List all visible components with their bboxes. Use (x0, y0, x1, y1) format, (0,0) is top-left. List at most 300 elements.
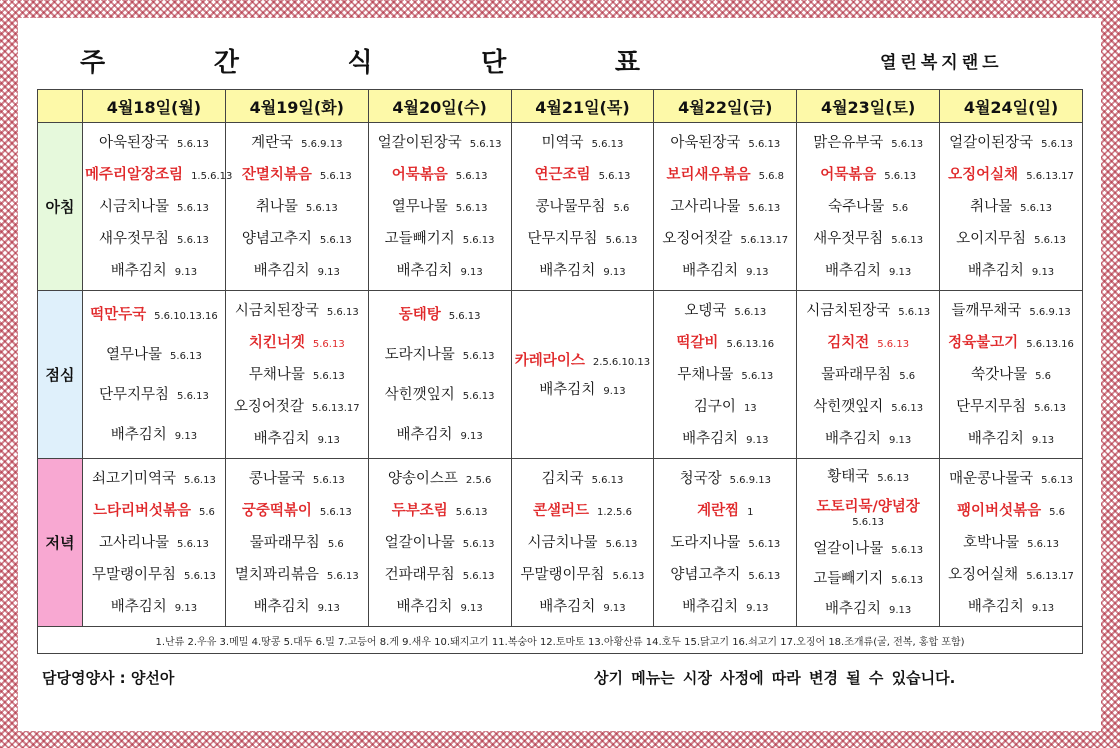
allergen-codes: 5.6.13.17 (1026, 571, 1074, 583)
menu-item (942, 533, 1080, 552)
dish-name: 메주리알장조림 (85, 166, 184, 183)
allergen-codes: 9.13 (1031, 603, 1055, 615)
menu-item-main (656, 165, 794, 184)
menu-cell (654, 459, 797, 627)
menu-item-main (942, 165, 1080, 184)
dish-name: 배추김치 (110, 427, 167, 444)
dish-name: 단무지무침 (956, 399, 1027, 416)
menu-cell-items (512, 123, 654, 290)
allergen-codes: 5.6 (199, 506, 215, 518)
allergen-codes: 5.6.13 (462, 571, 495, 583)
header-row (38, 90, 1083, 123)
dish-name: 단무지무침 (527, 231, 598, 248)
allergen-codes: 5.6.13 (177, 539, 209, 550)
allergen-codes: 5.6.13 (1027, 539, 1059, 550)
allergen-codes: 5.6.13 (1041, 474, 1073, 486)
menu-cell (654, 123, 797, 291)
menu-item (228, 597, 366, 616)
allergen-codes: 5.6 (327, 539, 344, 550)
allergen-codes: 9.13 (889, 267, 912, 279)
dish-name: 오뎅국 (684, 302, 727, 319)
allergen-codes: 5.6.13 (884, 170, 917, 182)
menu-cell-items (226, 459, 368, 626)
dish-name: 계란찜 (697, 502, 740, 519)
dish-name: 도토리묵/양념장 (816, 499, 920, 516)
menu-item-main (228, 333, 366, 352)
dish-name: 떡만두국 (90, 306, 147, 323)
dish-name: 호박나물 (963, 535, 1020, 551)
dish-name: 배추김치 (253, 263, 310, 280)
menu-item (942, 565, 1080, 584)
menu-item (228, 197, 366, 216)
menu-item (85, 197, 223, 216)
dish-name: 건파래무침 (384, 567, 455, 584)
allergen-codes: 5.6 (1035, 371, 1051, 382)
menu-cell (654, 291, 797, 459)
menu-cell-items (83, 291, 225, 458)
allergen-codes: 5.6.13 (891, 138, 924, 150)
menu-item (514, 380, 652, 399)
allergen-codes: 5.6.13 (455, 203, 488, 214)
menu-item (656, 429, 794, 448)
day-header: 4월20일(수) (368, 90, 511, 123)
menu-item (656, 261, 794, 280)
dish-name: 콘샐러드 (532, 502, 589, 519)
dish-name: 오징어실채 (948, 166, 1019, 183)
allergen-codes: 5.6.13 (1020, 203, 1052, 214)
dish-name: 카레라이스 (514, 352, 585, 369)
allergen-codes: 9.13 (460, 603, 483, 615)
dish-name: 보리새우볶음 (666, 166, 751, 183)
menu-item (656, 565, 794, 584)
allergen-codes: 5.6 (613, 203, 630, 214)
menu-item (656, 133, 794, 152)
header-corner (38, 90, 83, 123)
menu-item (656, 301, 794, 320)
dish-name: 삭힌깻잎지 (813, 399, 884, 416)
dish-name: 잔멸치볶음 (241, 166, 312, 183)
menu-cell (225, 123, 368, 291)
allergen-codes: 5.6 (1049, 506, 1065, 518)
menu-item (799, 229, 937, 248)
menu-cell (368, 123, 511, 291)
menu-item-main (799, 497, 937, 528)
allergen-codes: 5.6.13 (462, 391, 495, 403)
menu-item (942, 365, 1080, 384)
allergen-codes: 5.6.13 (1034, 235, 1066, 247)
allergen-codes: 5.6.13 (605, 539, 638, 550)
menu-item (942, 197, 1080, 216)
dish-name: 무말랭이무침 (91, 567, 177, 584)
dish-name: 오징어실채 (948, 567, 1019, 584)
dish-name: 배추김치 (824, 263, 882, 280)
allergen-codes: 5.6.13 (312, 371, 345, 382)
dish-name: 얼갈이된장국 (377, 134, 462, 151)
dish-name: 김구이 (693, 399, 736, 416)
menu-cell-items (654, 459, 796, 626)
menu-cell-items (797, 459, 939, 626)
menu-item (514, 597, 652, 616)
dish-name: 얼갈이나물 (813, 541, 884, 558)
menu-item-main (85, 305, 223, 324)
legend-row (38, 627, 1083, 654)
menu-cell-items (226, 123, 368, 290)
menu-cell (511, 123, 654, 291)
menu-cell-items (940, 459, 1082, 626)
dish-name: 콩나물국 (248, 470, 305, 487)
menu-cell-items (369, 123, 511, 290)
menu-item (85, 597, 223, 616)
menu-item (228, 365, 366, 384)
allergen-codes: 9.13 (317, 603, 340, 615)
allergen-codes: 5.6.13 (891, 235, 924, 247)
day-header: 4월24일(일) (940, 90, 1083, 123)
menu-item (85, 425, 223, 444)
dish-name: 배추김치 (682, 263, 739, 280)
allergen-codes: 5.6.13 (598, 170, 631, 182)
dish-name: 시금치나물 (98, 199, 170, 215)
menu-item (228, 469, 366, 488)
dish-name: 취나물 (255, 199, 298, 215)
dish-name: 배추김치 (253, 599, 310, 616)
dish-name: 고들빼기지 (384, 231, 455, 248)
allergen-codes: 5.6.13 (748, 571, 781, 583)
allergen-codes: 5.6.13.16 (726, 338, 775, 350)
menu-item (85, 533, 223, 552)
dish-name: 아욱된장국 (98, 134, 170, 151)
allergen-codes: 5.6.13 (455, 506, 488, 518)
menu-cell (511, 459, 654, 627)
day-header: 4월23일(토) (797, 90, 940, 123)
menu-item (942, 301, 1080, 320)
allergen-codes: 5.6.13 (741, 371, 774, 382)
dish-name: 어묵볶음 (820, 166, 877, 183)
allergen-codes: 5.6.10.13.16 (154, 310, 218, 322)
menu-item-main (514, 165, 652, 184)
menu-item (799, 365, 937, 384)
menu-item (228, 429, 366, 448)
menu-item (85, 229, 223, 248)
dish-name: 무말랭이무침 (520, 567, 605, 584)
menu-item-main (371, 501, 509, 520)
allergen-codes: 5.6.13 (877, 338, 910, 350)
allergen-codes: 9.13 (603, 603, 626, 615)
dish-name: 쑥갓나물 (971, 367, 1028, 383)
allergen-codes: 5.6.13 (184, 571, 216, 583)
menu-cell-items (940, 291, 1082, 458)
allergen-codes: 5.6.13 (177, 235, 209, 247)
dish-name: 취나물 (970, 199, 1013, 215)
menu-item (799, 197, 937, 216)
menu-item (85, 133, 223, 152)
allergen-codes: 5.6.13 (469, 138, 502, 150)
menu-item-main (799, 333, 937, 352)
menu-cell-items (83, 459, 225, 626)
menu-item (656, 597, 794, 616)
dish-name: 배추김치 (967, 599, 1024, 616)
allergen-codes: 5.6.13 (312, 474, 345, 486)
menu-item (85, 261, 223, 280)
allergen-codes: 5.6.13 (170, 350, 202, 362)
dish-name: 시금치된장국 (806, 302, 891, 319)
allergen-codes: 9.13 (746, 603, 769, 615)
allergen-codes: 5.6.13 (305, 203, 338, 214)
day-header: 4월22일(금) (654, 90, 797, 123)
dish-name: 배추김치 (824, 600, 882, 617)
dish-name: 배추김치 (539, 381, 596, 398)
dish-name: 배추김치 (539, 599, 596, 616)
allergen-codes: 5.6.13 (591, 474, 624, 486)
dish-name: 열무나물 (391, 199, 448, 215)
allergen-codes: 5.6.13 (748, 203, 781, 214)
menu-item (799, 397, 937, 416)
allergen-codes: 5.6.13 (312, 338, 345, 350)
allergen-codes: 5.6 (899, 371, 916, 382)
menu-item-main (228, 165, 366, 184)
dish-name: 삭힌깻잎지 (384, 387, 455, 404)
menu-item (371, 425, 509, 444)
menu-cell (83, 123, 233, 291)
menu-item (371, 261, 509, 280)
dish-name: 오이지무침 (956, 231, 1027, 248)
allergen-codes: 9.13 (460, 431, 483, 443)
menu-item-main (656, 501, 794, 520)
nutritionist-label: 담당영양사 : 양선아 (42, 669, 175, 687)
allergen-codes: 5.6.13 (877, 473, 910, 485)
dish-name: 배추김치 (396, 427, 453, 444)
dish-name: 양송이스프 (387, 470, 458, 487)
dish-name: 얼갈이나물 (384, 535, 455, 551)
menu-cell (940, 459, 1083, 627)
allergen-codes: 9.13 (746, 267, 769, 279)
dish-name: 고사리나물 (98, 535, 170, 551)
menu-cell (368, 291, 511, 459)
dish-name: 느타리버섯볶음 (92, 502, 191, 519)
menu-cell-items (369, 459, 511, 626)
dish-name: 배추김치 (110, 599, 167, 616)
menu-item (371, 469, 509, 488)
menu-item (85, 345, 223, 364)
dish-name: 배추김치 (253, 431, 310, 448)
menu-item (85, 385, 223, 404)
dish-name: 숙주나물 (828, 199, 885, 215)
dish-name: 무채나물 (677, 367, 734, 383)
dish-name: 양념고추지 (241, 231, 312, 248)
dish-name: 고사리나물 (670, 199, 741, 215)
dish-name: 시금치된장국 (234, 302, 319, 319)
dish-name: 멸치꽈리볶음 (234, 567, 319, 584)
allergen-codes: 9.13 (460, 267, 483, 279)
dish-name: 시금치나물 (527, 535, 598, 551)
menu-cell (797, 123, 940, 291)
menu-item (514, 229, 652, 248)
allergen-codes: 2.5.6.10.13 (592, 356, 651, 368)
allergen-codes: 9.13 (1031, 435, 1055, 447)
menu-item-main (514, 351, 652, 370)
menu-cell-items (940, 123, 1082, 290)
dish-name: 배추김치 (682, 431, 739, 448)
menu-item (228, 565, 366, 584)
page-title (80, 40, 640, 80)
dish-name: 단무지무침 (98, 387, 170, 404)
menu-item (514, 533, 652, 552)
title-char: 단 (481, 47, 507, 78)
meal-label: 저녁 (38, 459, 83, 627)
dish-name: 쇠고기미역국 (91, 470, 177, 487)
dish-name: 도라지나물 (670, 535, 741, 551)
allergen-codes: 5.6.13.17 (311, 403, 360, 415)
allergen-codes: 5.6.13 (748, 539, 781, 550)
menu-item-main (228, 501, 366, 520)
dish-name: 콩나물무침 (535, 199, 606, 215)
dish-name: 아욱된장국 (670, 134, 741, 151)
menu-change-notice: 상기 메뉴는 시장 사정에 따라 변경 될 수 있습니다. (594, 669, 956, 687)
menu-cell-items (83, 123, 233, 290)
menu-item (371, 597, 509, 616)
dish-name: 도라지나물 (384, 346, 455, 363)
dish-name: 오징어젓갈 (662, 231, 733, 248)
dish-name: 어묵볶음 (391, 166, 448, 183)
allergen-codes: 9.13 (317, 267, 340, 279)
dish-name: 물파래무침 (821, 367, 892, 383)
dish-name: 배추김치 (396, 263, 453, 280)
meal-row-dinner (38, 459, 1083, 627)
dish-name: 새우젓무침 (98, 231, 170, 248)
menu-item (942, 469, 1080, 488)
allergen-codes: 1 (747, 506, 754, 518)
day-header: 4월19일(화) (225, 90, 368, 123)
menu-item-main (514, 501, 652, 520)
dish-name: 두부조림 (391, 502, 448, 519)
allergen-codes: 9.13 (603, 267, 626, 279)
menu-item-main (799, 165, 937, 184)
menu-cell (368, 459, 511, 627)
title-char: 간 (213, 47, 239, 78)
menu-item (799, 301, 937, 320)
dish-name: 고들빼기지 (813, 570, 884, 587)
allergen-codes: 5.6 (892, 203, 909, 214)
allergen-codes: 5.6.9.13 (301, 138, 343, 150)
allergen-codes: 9.13 (174, 603, 198, 615)
allergen-codes: 5.6.13 (852, 517, 885, 529)
dish-name: 배추김치 (539, 263, 596, 280)
allergen-codes: 5.6.13 (1041, 138, 1073, 150)
menu-cell (511, 291, 654, 459)
menu-cell (83, 459, 226, 627)
dish-name: 매운콩나물국 (949, 470, 1034, 487)
dish-name: 배추김치 (110, 263, 167, 280)
menu-item (942, 261, 1080, 280)
dish-name: 배추김치 (824, 431, 882, 448)
day-header: 4월18일(월) (83, 90, 226, 123)
menu-item (942, 397, 1080, 416)
menu-item (799, 599, 937, 618)
menu-cell-items (797, 291, 939, 458)
allergen-codes: 5.6.13 (177, 391, 209, 403)
menu-item (371, 565, 509, 584)
menu-item (799, 467, 937, 486)
dish-name: 청국장 (679, 470, 722, 487)
menu-item (85, 469, 223, 488)
menu-item (942, 133, 1080, 152)
menu-cell (940, 291, 1083, 459)
menu-cell-items (654, 123, 796, 290)
menu-item (799, 539, 937, 558)
allergen-codes: 5.6.13 (612, 571, 645, 583)
dish-name: 배추김치 (967, 431, 1024, 448)
allergen-codes: 5.6.13 (605, 235, 638, 247)
menu-cell (797, 459, 940, 627)
menu-item (799, 133, 937, 152)
allergen-codes: 5.6.13 (177, 138, 209, 150)
menu-item (228, 397, 366, 416)
allergen-codes: 5.6.13 (319, 235, 352, 247)
menu-item (942, 429, 1080, 448)
allergen-codes: 5.6.13 (891, 545, 924, 557)
menu-item (942, 597, 1080, 616)
allergen-codes: 5.6.13 (319, 170, 352, 182)
title-char: 식 (347, 47, 373, 78)
dish-name: 김치국 (541, 470, 584, 487)
allergen-codes: 5.6.13 (455, 170, 488, 182)
menu-item (799, 261, 937, 280)
menu-item (514, 133, 652, 152)
allergen-codes: 5.6.13.17 (1026, 170, 1074, 182)
allergen-codes: 5.6.13 (891, 574, 924, 586)
dish-name: 정육불고기 (948, 334, 1019, 351)
menu-cell (797, 291, 940, 459)
allergen-codes: 9.13 (889, 604, 912, 616)
dish-name: 황태국 (827, 469, 870, 486)
dish-name: 들깨무채국 (951, 302, 1022, 319)
menu-item-main (371, 165, 509, 184)
title-char: 표 (614, 47, 640, 78)
allergen-codes: 5.6.9.13 (729, 474, 771, 486)
dish-name: 양념고추지 (670, 567, 741, 584)
allergen-codes: 5.6.13 (326, 306, 359, 318)
menu-item (656, 197, 794, 216)
allergen-codes: 9.13 (317, 435, 340, 447)
dish-name: 떡갈비 (676, 334, 719, 351)
menu-item (514, 565, 652, 584)
allergen-codes: 9.13 (889, 435, 912, 447)
dish-name: 무채나물 (248, 367, 305, 383)
meal-row-breakfast (38, 123, 1083, 291)
menu-item-main (942, 501, 1080, 520)
menu-cell (225, 459, 368, 627)
allergen-codes: 5.6.13 (448, 310, 481, 322)
menu-item (656, 397, 794, 416)
menu-item (514, 469, 652, 488)
menu-item-main (942, 333, 1080, 352)
organization-name: 열린복지랜드 (880, 52, 1003, 73)
allergen-codes: 5.6.13 (184, 474, 216, 486)
allergen-codes: 9.13 (1031, 267, 1055, 279)
menu-cell (83, 291, 226, 459)
menu-item-main (371, 305, 509, 324)
menu-item-main (656, 333, 794, 352)
allergen-codes: 5.6.13 (319, 506, 352, 518)
menu-item-main (85, 501, 223, 520)
menu-cell-items (226, 291, 368, 458)
allergen-codes: 5.6.13.17 (740, 235, 789, 247)
menu-cell-items (512, 459, 654, 626)
menu-item (656, 229, 794, 248)
allergen-codes: 5.6.8 (758, 170, 785, 182)
menu-item (656, 469, 794, 488)
allergen-codes: 5.6.13 (462, 539, 495, 550)
dish-name: 궁중떡볶이 (241, 502, 312, 519)
